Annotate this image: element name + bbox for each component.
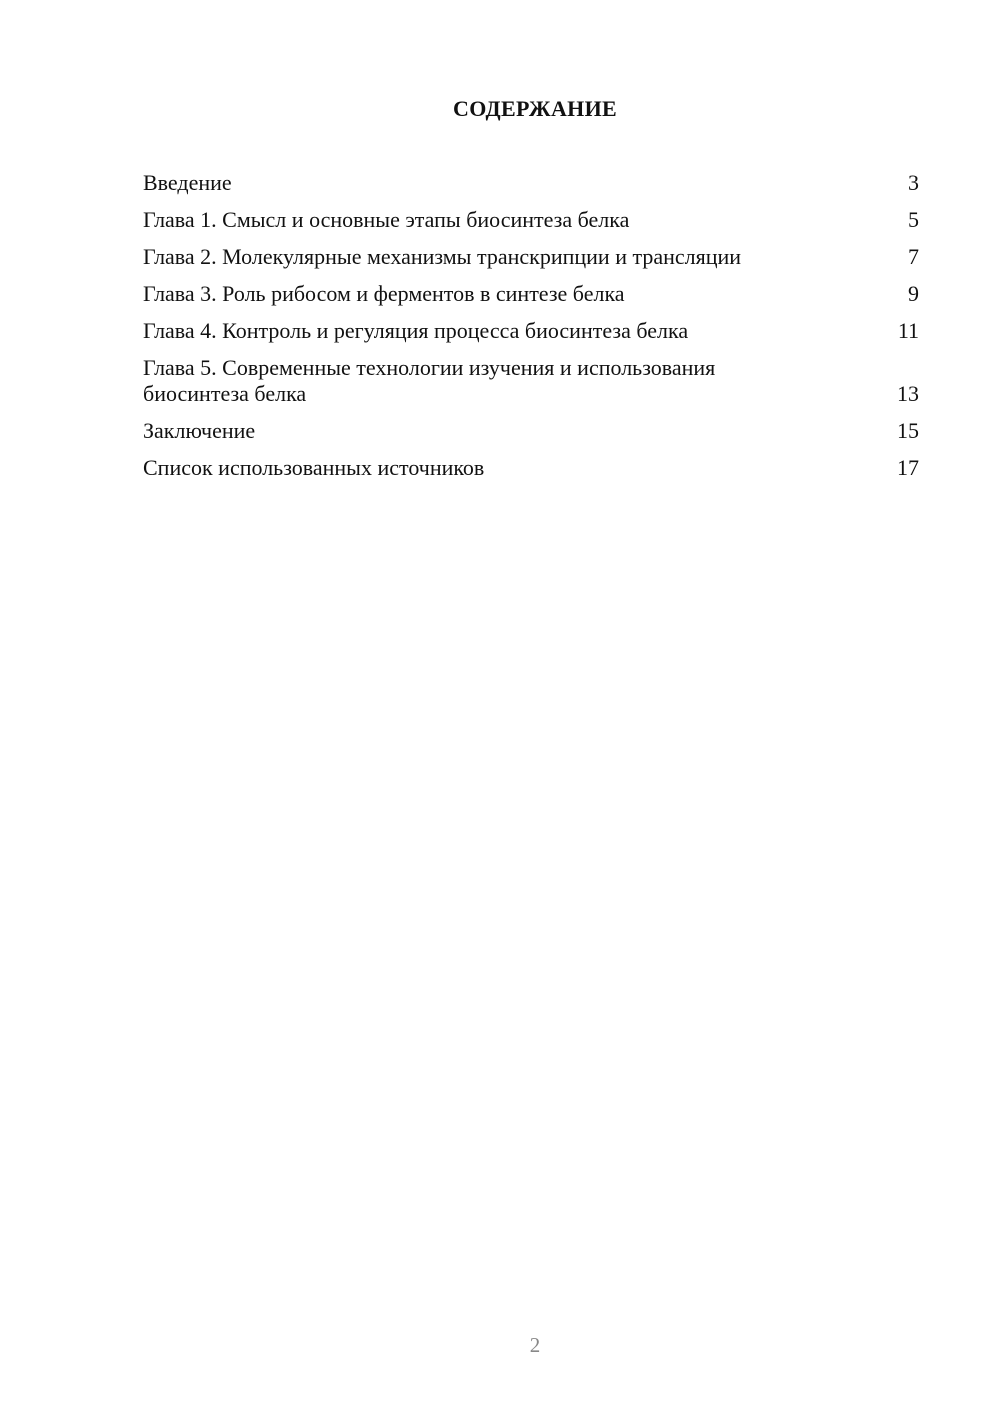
- toc-entry-label: Глава 2. Молекулярные механизмы транскрипции и трансляции: [143, 244, 742, 269]
- toc-entry-chapter-2: [143, 244, 919, 270]
- toc-entry-references: [143, 455, 919, 481]
- toc-entry-chapter-3: [143, 281, 919, 307]
- toc-entry-introduction: [143, 170, 919, 196]
- page-number: 2: [529, 1333, 541, 1357]
- toc-entry-chapter-1: [143, 207, 919, 233]
- toc-entry-page: 7: [908, 244, 919, 269]
- toc-entry-label: Глава 4. Контроль и регуляция процесса биосинтеза белка: [143, 318, 689, 343]
- toc-entry-label: Глава 1. Смысл и основные этапы биосинтеза белка: [143, 207, 630, 232]
- table-of-contents: [143, 170, 919, 492]
- toc-entry-label: Глава 3. Роль рибосом и ферментов в синтезе белка: [143, 281, 625, 306]
- toc-entry-conclusion: [143, 418, 919, 444]
- toc-entry-chapter-5: [143, 355, 919, 407]
- toc-entry-page: 5: [908, 207, 919, 232]
- toc-entry-page: 9: [908, 281, 919, 306]
- toc-title: СОДЕРЖАНИЕ: [453, 96, 617, 121]
- toc-entry-label: Список использованных источников: [143, 455, 485, 480]
- toc-entry-page: 13: [897, 381, 919, 406]
- toc-entry-label: Введение: [143, 170, 232, 195]
- toc-entry-label: Глава 5. Современные технологии изучения и использования биосинтеза белка: [143, 355, 716, 406]
- toc-entry-page: 15: [897, 418, 919, 443]
- toc-entry-page: 11: [897, 318, 919, 343]
- toc-entry-chapter-4: [143, 318, 919, 344]
- toc-entry-label: Заключение: [143, 418, 256, 443]
- toc-entry-page: 17: [897, 455, 919, 480]
- toc-entry-page: 3: [908, 170, 919, 195]
